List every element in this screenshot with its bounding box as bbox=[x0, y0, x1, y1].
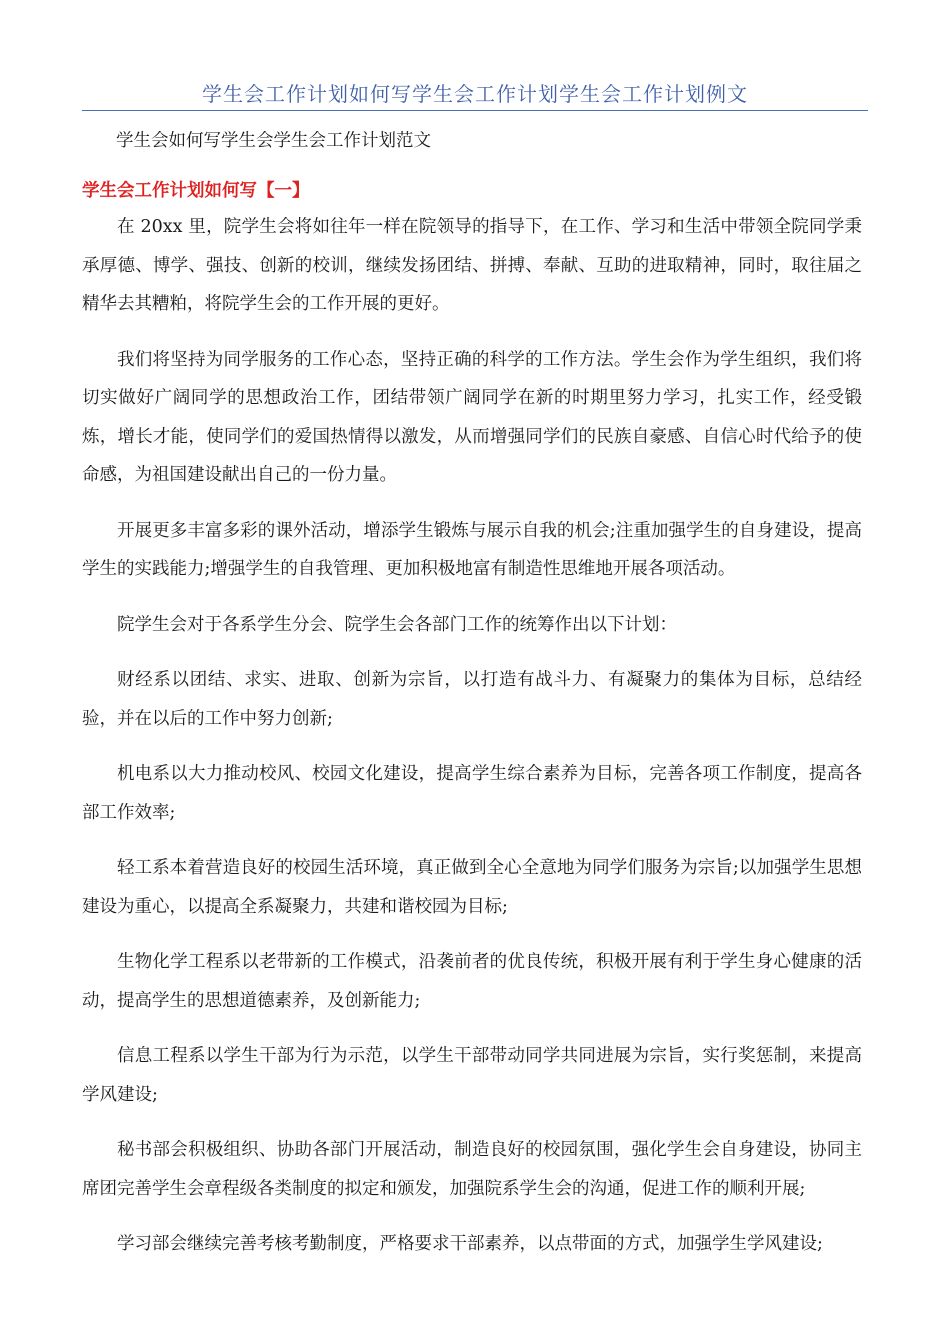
document-body bbox=[82, 208, 862, 1281]
paragraph: 轻工系本着营造良好的校园生活环境，真正做到全心全意地为同学们服务为宗旨;以加强学生思想建设为重心，以提高全系凝聚力，共建和谐校园为目标; bbox=[82, 858, 862, 917]
paragraph: 信息工程系以学生干部为行为示范，以学生干部带动同学共同进展为宗旨，实行奖惩制，来提高学风建设; bbox=[82, 1046, 862, 1105]
document-subtitle: 学生会如何写学生会学生会工作计划范文 bbox=[116, 131, 431, 151]
page-header bbox=[82, 80, 868, 111]
section-heading: 学生会工作计划如何写【一】 bbox=[82, 181, 310, 201]
paragraph: 生物化学工程系以老带新的工作模式，沿袭前者的优良传统，积极开展有利于学生身心健康的活动，提高学生的思想道德素养，及创新能力; bbox=[82, 952, 862, 1011]
paragraph: 学习部会继续完善考核考勤制度，严格要求干部素养，以点带面的方式，加强学生学风建设; bbox=[117, 1234, 823, 1254]
paragraph: 院学生会对于各系学生分会、院学生会各部门工作的统筹作出以下计划： bbox=[117, 614, 677, 635]
paragraph: 秘书部会积极组织、协助各部门开展活动，制造良好的校园氛围，强化学生会自身建设，协同主席团完善学生会章程级各类制度的拟定和颁发，加强院系学生会的沟通，促进工作的顺利开展; bbox=[82, 1140, 862, 1199]
paragraph: 机电系以大力推动校风、校园文化建设，提高学生综合素养为目标，完善各项工作制度，提高各部工作效率; bbox=[82, 764, 862, 823]
paragraph: 我们将坚持为同学服务的工作心态，坚持正确的科学的工作方法。学生会作为学生组织，我们将切实做好广阔同学的思想政治工作，团结带领广阔同学在新的时期里努力学习，扎实工作，经受锻炼，增长才能，使同学们的爱国热情得以激发，从而增强同学们的民族自豪感、自信心时代给予的使命感，为祖国建设献出自己的一份力量。 bbox=[82, 349, 862, 485]
paragraph: 开展更多丰富多彩的课外活动，增添学生锻炼与展示自我的机会;注重加强学生的自身建设，提高学生的实践能力;增强学生的自我管理、更加积极地富有制造性思维地开展各项活动。 bbox=[82, 520, 862, 579]
paragraph: 在 20xx 里，院学生会将如往年一样在院领导的指导下，在工作、学习和生活中带领全院同学秉承厚德、博学、强技、创新的校训，继续发扬团结、拼搏、奉献、互助的进取精神，同时，取往届之精华去其糟粕，将院学生会的工作开展的更好。 bbox=[82, 217, 862, 314]
header-title: 学生会工作计划如何写学生会工作计划学生会工作计划例文 bbox=[202, 82, 748, 106]
paragraph: 财经系以团结、求实、进取、创新为宗旨，以打造有战斗力、有凝聚力的集体为目标，总结经验，并在以后的工作中努力创新; bbox=[82, 670, 862, 729]
